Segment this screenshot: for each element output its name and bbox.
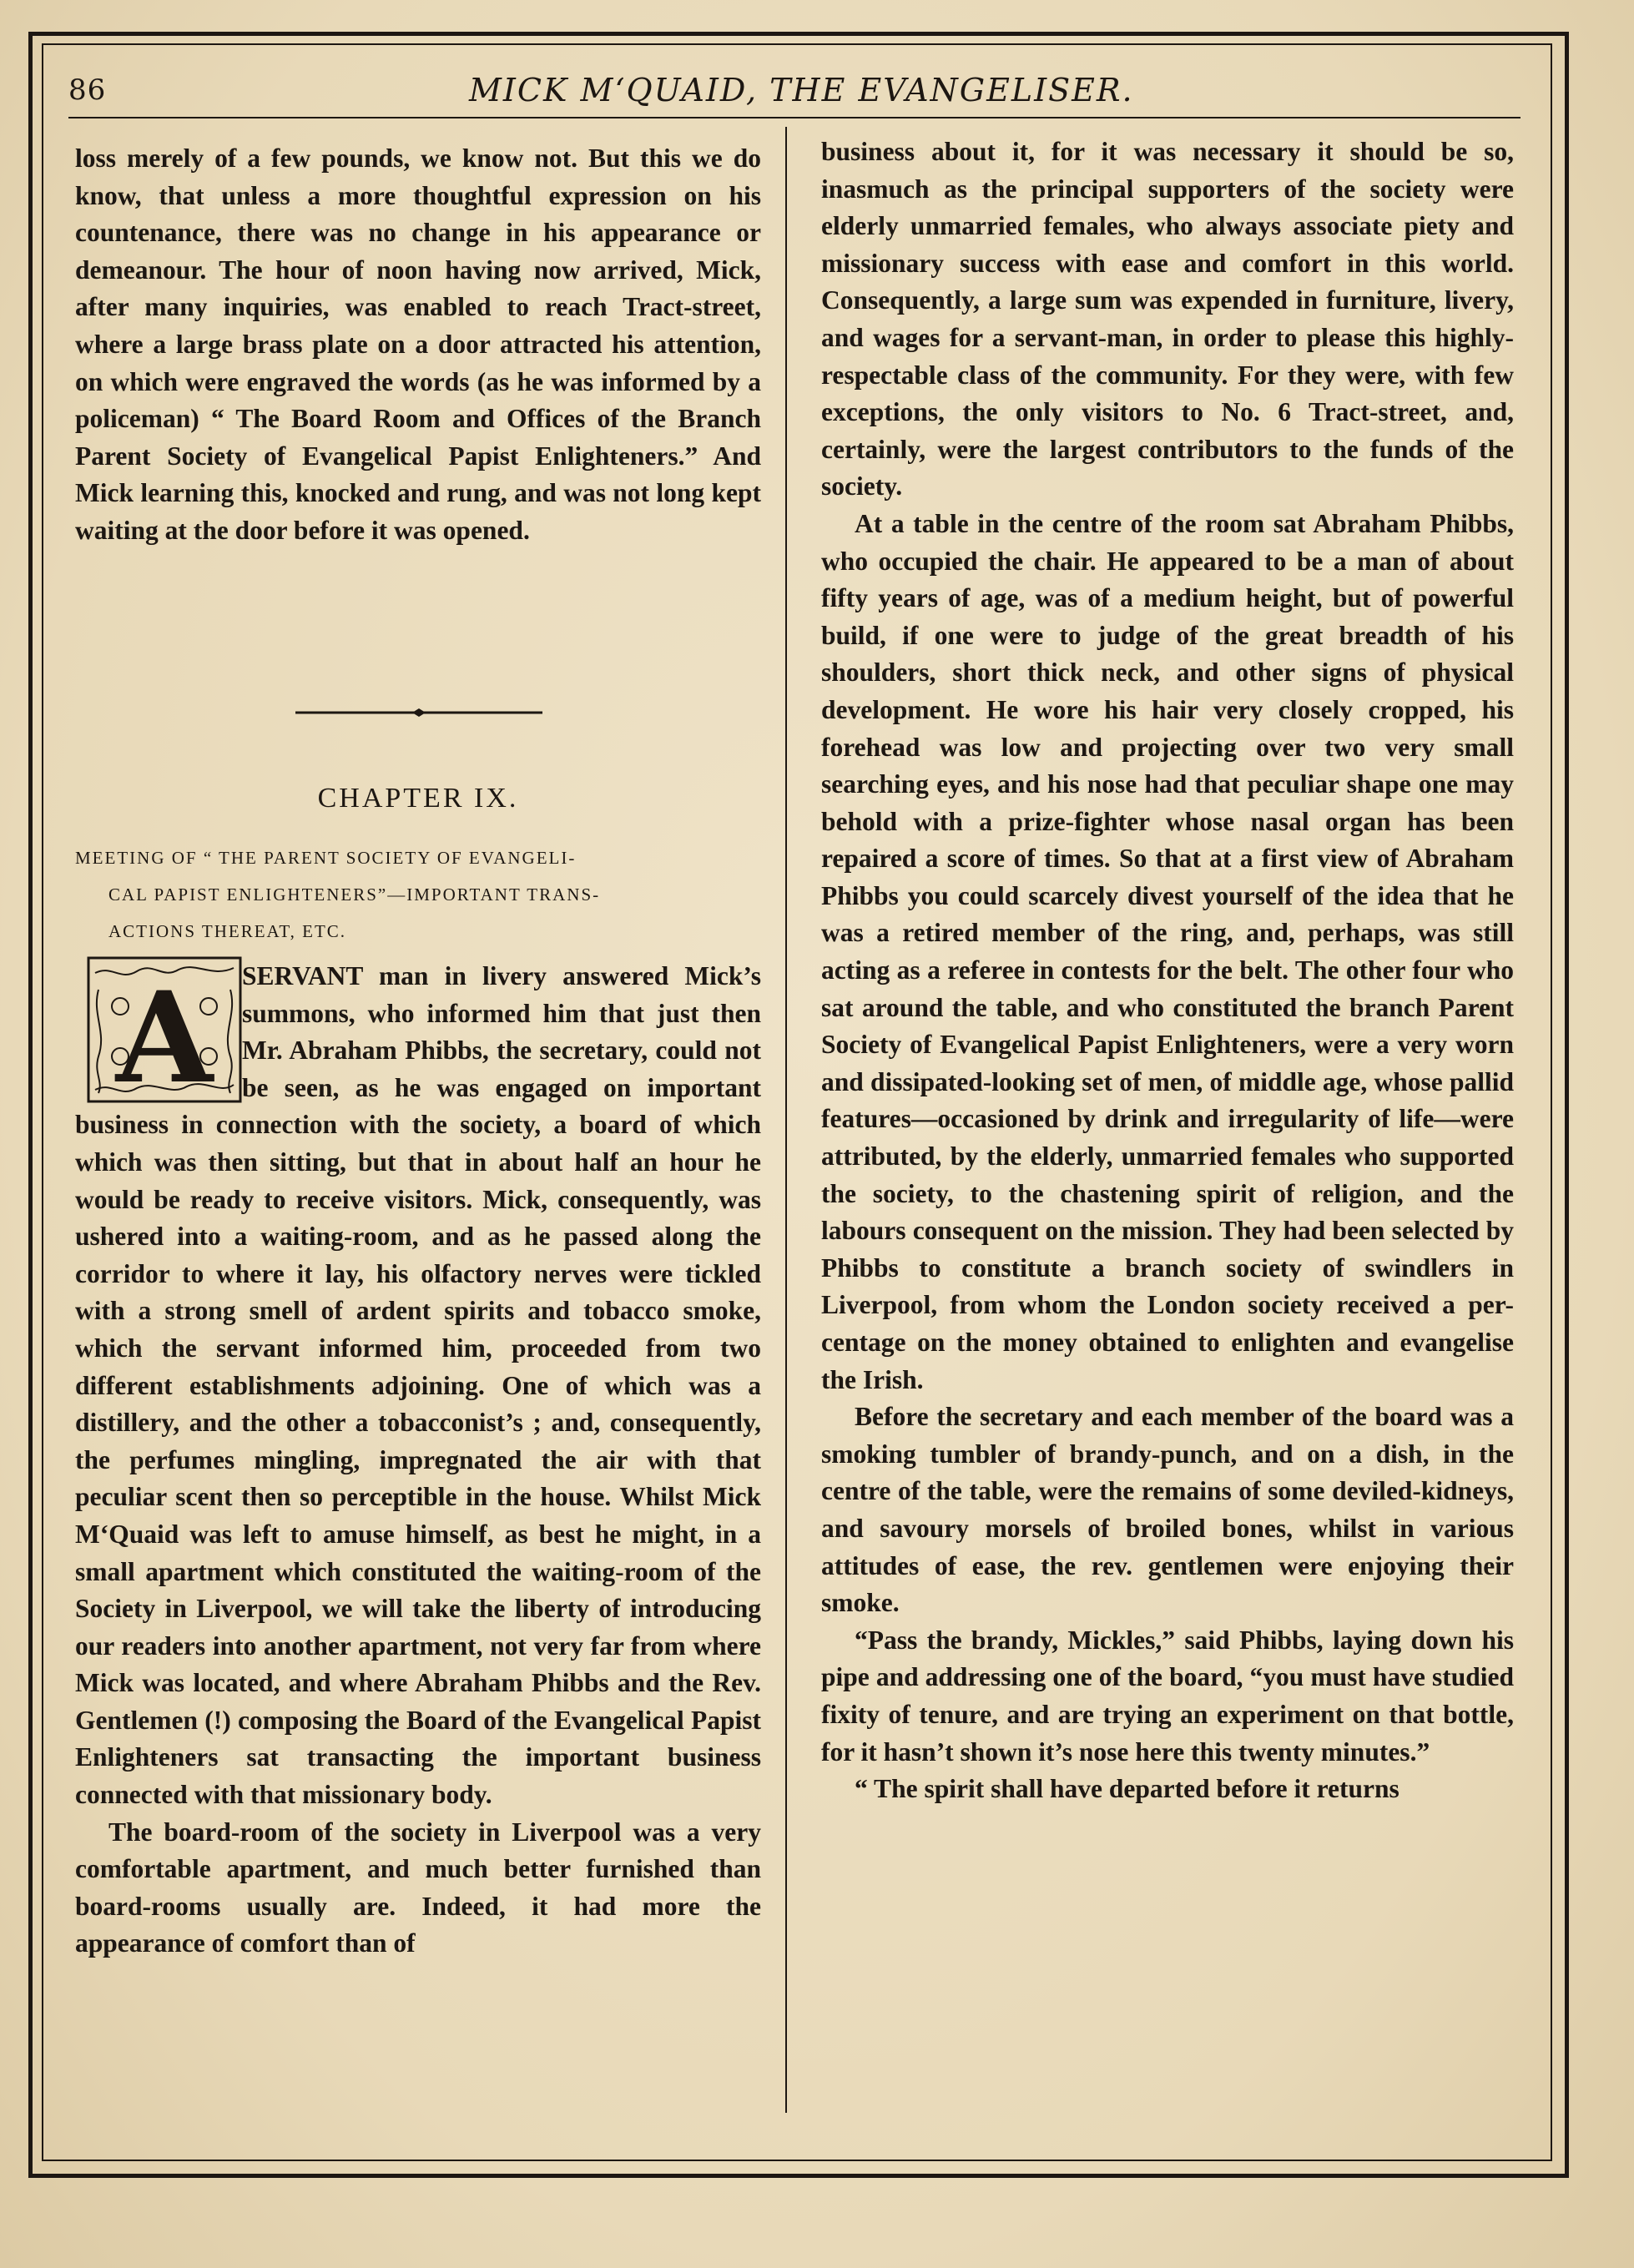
chapter-title: CHAPTER IX. <box>317 783 519 814</box>
paragraph-pass-the-brandy: “Pass the brandy, Mickles,” said Phibbs, laying down his pipe and addressing one of the board, “you must have studied fixity of tenure, and are trying an experiment on that bottle, for it hasn’t shown it’s nose here this twenty minutes.” <box>821 1625 1514 1767</box>
drop-cap-letter: A <box>115 965 214 1103</box>
chapter-subtitle-line: ACTIONS THEREAT, ETC. <box>108 921 347 941</box>
page-number: 86 <box>68 73 107 107</box>
page-header <box>68 68 1537 118</box>
paragraph-brandy-punch: Before the secretary and each member of the board was a smoking tumbler of brandy-punch, and on a dish, in the centre of the table, were the remains of some deviled-kidneys, and savoury morsels of broiled bones, whilst in various attitudes of ease, the rev. gentlemen were enjoying their smoke. <box>821 1402 1514 1618</box>
column-divider <box>785 127 787 2113</box>
section-ornament <box>295 708 542 718</box>
left-column-chapter-text <box>75 958 761 1963</box>
continuation-paragraph: loss merely of a few pounds, we know not. But this we do know, that unless a more thoughtful expression on his countenance, there was no change in his appearance or demeanour. The hour of noon having now arrived, Mick, after many inquiries, was enabled to reach Tract-street, where a large brass plate on a door attracted his attention, on which were engraved the words (as he was informed by a policeman) “ The Board Room and Offices of the Branch Parent Society of Evangelical Papist Enlighteners.” And Mick learning this, knocked and rung, and was not long kept waiting at the door before it was opened. <box>75 144 761 545</box>
chapter-subtitle-line: MEETING OF “ THE PARENT SOCIETY OF EVANGELI- <box>75 848 577 868</box>
paragraph-abraham-phibbs: At a table in the centre of the room sat Abraham Phibbs, who occupied the chair. He appeared to be a man of about fifty years of age, was of a medium height, but of powerful build, if one were to judge of the great breadth of his shoulders, short thick neck, and other signs of physical development. He wore his hair very closely cropped, his forehead was low and projecting over two very small searching eyes, and his nose had that peculiar shape one may behold with a prize-fighter whose nasal organ has been repaired a score of times. So that at a first view of Abraham Phibbs you could scarcely divest yourself of the idea that he was a retired member of the ring, and, perhaps, was still acting as a referee in contests for the belt. The other four who sat around the table, and who constituted the branch Parent Society of Evangelical Papist Enlighteners, were a very worn and dissipated-looking set of men, of middle age, whose pallid features—occasioned by drink and irregularity of life—were attributed, by the elderly, unmarried females who supported the society, to the chastening spirit of religion, and the labours consequent on the mission. They had been selected by Phibbs to constitute a branch society of swindlers in Liverpool, from whom the London society received a per-centage on the money obtained to enlighten and evangelise the Irish. <box>821 508 1514 1394</box>
drop-cap-space <box>75 958 242 1106</box>
left-column-top <box>75 140 761 550</box>
chapter-subtitle <box>75 839 761 950</box>
running-title: MICK M‘QUAID, THE EVANGELISER. <box>469 72 1134 108</box>
chapter-opening-paragraph <box>75 958 761 1814</box>
paragraph-spirit-departed: “ The spirit shall have departed before it returns <box>855 1774 1399 1804</box>
right-column <box>821 134 1514 1808</box>
header-rule <box>68 117 1521 118</box>
paragraph-furnishings: business about it, for it was necessary it should be so, inasmuch as the principal supporters of the society were elderly unmarried females, who always associate piety and missionary success with ease and comfort in this world. Consequently, a large sum was expended in furniture, livery, and wages for a servant-man, in order to please this highly-respectable class of the community. For they were, with few exceptions, the only visitors to No. 6 Tract-street, and, certainly, were the largest contributors to the funds of the society. <box>821 137 1514 501</box>
chapter-subtitle-line: CAL PAPIST ENLIGHTENERS”—IMPORTANT TRANS- <box>108 885 601 905</box>
board-room-paragraph: The board-room of the society in Liverpool was a very comfortable apartment, and much better furnished than board-rooms usually are. Indeed, it had more the appearance of comfort than of <box>75 1817 761 1958</box>
chapter-opening-text: SERVANT man in livery answered Mick’s summons, who informed him that just then Mr. Abraham Phibbs, the secretary, could not be seen, as he was engaged on important business in connection with the society, a board of which which was then sitting, but that in about half an hour he would be ready to receive visitors. Mick, consequently, was ushered into a waiting-room, and as he passed along the corridor to where it lay, his olfactory nerves were tickled with a strong smell of ardent spirits and tobacco smoke, which the servant informed him, proceeded from two different establishments adjoining. One of which was a distillery, and the other a tobacconist’s ; and, consequently, the perfumes mingling, impregnated the air with that peculiar scent then so perceptible in the house. Whilst Mick M‘Quaid was left to amuse himself, as best he might, in a small apartment which constituted the waiting-room of the Society in Liverpool, we will take the liberty of introducing our readers into another apartment, not very far from where Mick was located, and where Abraham Phibbs and the Rev. Gentlemen (!) composing the Board of the Evangelical Papist Enlighteners sat transacting the important business connected with that missionary body. <box>75 961 761 1810</box>
